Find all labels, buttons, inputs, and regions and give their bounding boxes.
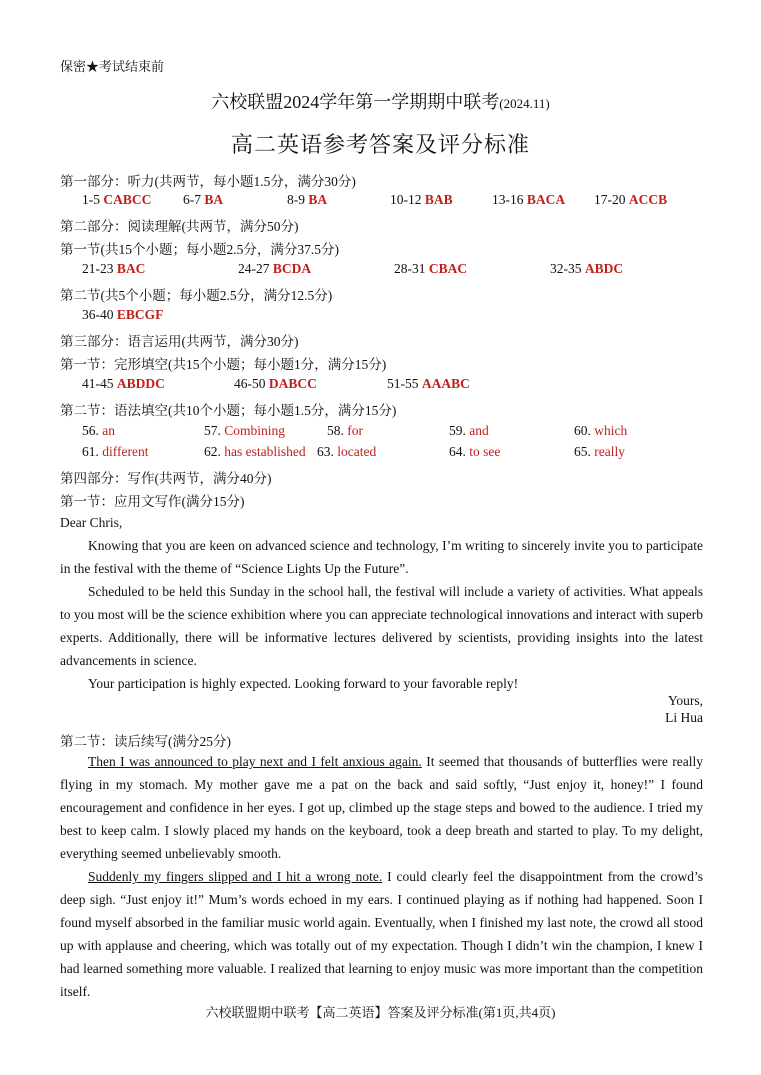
- grammar-answer: 58. for: [327, 423, 363, 438]
- answer-group: 6-7 BA: [183, 192, 224, 207]
- exam-title-main: 六校联盟2024学年第一学期期中联考: [211, 92, 500, 112]
- sample-continuation: [60, 750, 703, 1003]
- exam-date: (2024.11): [499, 96, 550, 111]
- part4-sec1-heading: 第一节：应用文写作(满分15分): [60, 494, 245, 509]
- letter-closing: Yours,: [667, 693, 703, 708]
- grammar-answer: 59. and: [449, 423, 489, 438]
- part3-heading: 第三部分：语言运用(共两节，满分30分): [60, 334, 299, 349]
- part4-heading: 第四部分：写作(共两节，满分40分): [60, 471, 272, 486]
- part4-sec2-heading: 第二节：读后续写(满分25分): [60, 734, 231, 749]
- letter-greeting: Dear Chris,: [60, 515, 123, 530]
- part2-sec1-heading: 第一节(共15个小题；每小题2.5分，满分37.5分): [60, 242, 339, 257]
- part3-sec1-heading: 第一节：完形填空(共15个小题；每小题1分，满分15分): [60, 357, 387, 372]
- grammar-answer: 60. which: [574, 423, 628, 438]
- grammar-answer: 61. different: [82, 444, 149, 459]
- answer-group: 1-5 CABCC: [82, 192, 152, 207]
- grammar-answer: 65. really: [574, 444, 625, 459]
- letter-paragraph: Knowing that you are keen on advanced science and technology, I’m writing to sincerely invite you to participate in the festival with the theme of “Science Lights Up the Future”.: [60, 538, 703, 576]
- part3-sec2-heading: 第二节：语法填空(共10个小题；每小题1.5分，满分15分): [60, 403, 397, 418]
- story-paragraph: Then I was announced to play next and I felt anxious again. It seemed that thousands of butterflies were really flying in my stomach. My mother gave me a pat on the back and said softly, “Just enjoy it, honey!” I found encouragement and confidence in her eyes. I got up, climbed up the stage steps and bowed to the audience. I tried my best to keep calm. I slowly placed my hands on the keyboard, took a deep breath and started to play. To my delight, everything seemed unbelievably smooth.: [60, 754, 703, 861]
- grammar-answer: 57. Combining: [204, 423, 286, 438]
- sample-letter: [60, 511, 703, 695]
- answer-group: 13-16 BACA: [492, 192, 566, 207]
- answer-group: 41-45 ABDDC: [82, 376, 165, 391]
- answer-group: 32-35 ABDC: [550, 261, 624, 276]
- letter-signature: Li Hua: [665, 710, 703, 725]
- answer-group: 28-31 CBAC: [394, 261, 468, 276]
- grammar-answer: 64. to see: [449, 444, 501, 459]
- story-paragraph: Suddenly my fingers slipped and I hit a wrong note. I could clearly feel the disappointment from the crowd’s deep sigh. “Just enjoy it!” Mum’s words echoed in my ears. I continued playing as if nothing had happened. Soon I found myself absorbed in the familiar music world again. Eventually, when I finished my last note, the crowd all stood up with applause and cheering, which was totally out of my expectation. Though I didn’t win the champion, I knew I had learned something more valuable. I realized that learning to enjoy music was more important than the competition itself.: [60, 869, 703, 999]
- grammar-answer: 56. an: [82, 423, 115, 438]
- page-footer: 六校联盟期中联考【高二英语】答案及评分标准(第1页,共4页): [205, 1005, 556, 1020]
- grammar-answer: 63. located: [317, 444, 377, 459]
- letter-paragraph: Scheduled to be held this Sunday in the school hall, the festival will include a variety of activities. What appeals to you most will be the science exhibition where you can appreciate technological innovations and interact with superb experts. Additionally, there will be informative lectures delivered by scientists, providing insights into the latest advancements in science.: [60, 584, 703, 668]
- answer-group: 17-20 ACCB: [594, 192, 668, 207]
- part2-heading: 第二部分：阅读理解(共两节，满分50分): [60, 219, 299, 234]
- answer-group: 24-27 BCDA: [238, 261, 312, 276]
- story-given-sentence: Then I was announced to play next and I felt anxious again.: [88, 754, 422, 769]
- document-subtitle: 高二英语参考答案及评分标准: [230, 132, 530, 157]
- confidential-label: 保密★考试结束前: [60, 59, 165, 74]
- answer-group: 21-23 BAC: [82, 261, 146, 276]
- answer-group: 36-40 EBCGF: [82, 307, 164, 322]
- part2-sec2-heading: 第二节(共5个小题；每小题2.5分，满分12.5分): [60, 288, 333, 303]
- grammar-answer: 62. has established: [204, 444, 306, 459]
- letter-paragraph: Your participation is highly expected. Looking forward to your favorable reply!: [88, 676, 519, 691]
- answer-group: 8-9 BA: [287, 192, 328, 207]
- story-given-sentence: Suddenly my fingers slipped and I hit a wrong note.: [88, 869, 383, 884]
- part1-heading: 第一部分：听力(共两节，每小题1.5分，满分30分): [60, 174, 356, 189]
- exam-title: [0, 88, 761, 114]
- answer-group: 46-50 DABCC: [234, 376, 317, 391]
- answer-group: 51-55 AAABC: [387, 376, 470, 391]
- answer-group: 10-12 BAB: [390, 192, 453, 207]
